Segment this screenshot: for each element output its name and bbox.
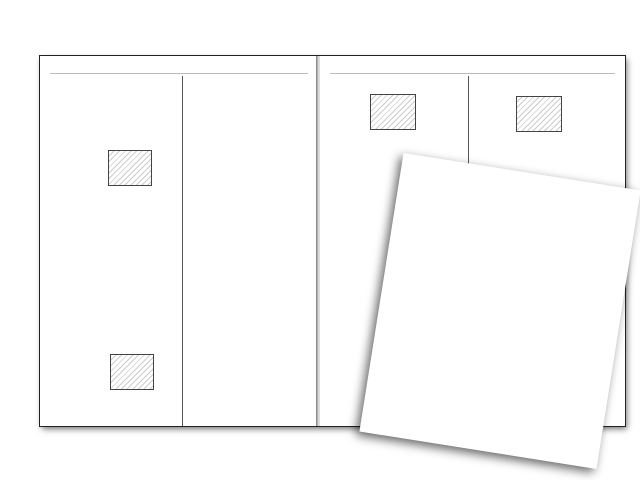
family-illustration bbox=[516, 96, 562, 132]
column-divider bbox=[182, 76, 183, 426]
header-rule bbox=[50, 73, 308, 74]
left-page bbox=[40, 56, 319, 426]
postman-illustration bbox=[110, 354, 154, 390]
fisherman-illustration bbox=[108, 150, 152, 186]
answer-sheet bbox=[359, 153, 640, 469]
market-illustration bbox=[370, 94, 416, 130]
header-rule bbox=[330, 73, 615, 74]
